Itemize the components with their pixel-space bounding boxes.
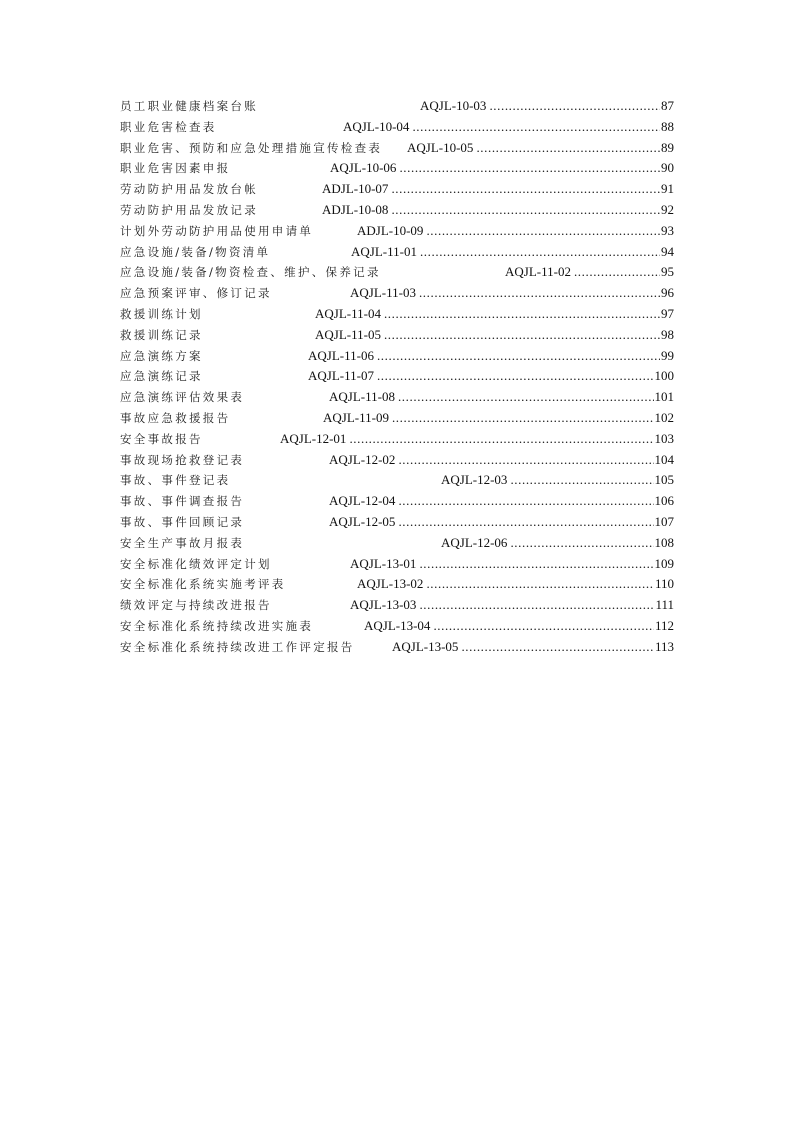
toc-entry[interactable] bbox=[120, 595, 674, 615]
toc-entry-page: 95 bbox=[661, 264, 674, 280]
leader-dots bbox=[398, 387, 654, 407]
toc-entry-title: 安全事故报告 bbox=[120, 431, 203, 446]
toc-entry[interactable] bbox=[120, 262, 674, 282]
toc-entry-page: 108 bbox=[654, 534, 674, 550]
toc-entry-code: AQJL-11-09 bbox=[323, 410, 389, 425]
toc-entry[interactable] bbox=[120, 450, 674, 470]
toc-entry-code: AQJL-11-08 bbox=[329, 389, 395, 405]
toc-entry[interactable] bbox=[120, 242, 674, 262]
toc-entry[interactable] bbox=[120, 491, 674, 511]
toc-entry-code: ADJL-10-09 bbox=[357, 222, 424, 238]
toc-entry-page: 88 bbox=[661, 118, 674, 134]
toc-entry-page: 100 bbox=[654, 368, 674, 384]
toc-entry[interactable] bbox=[120, 221, 674, 241]
toc-entry-page: 94 bbox=[661, 243, 674, 259]
toc-entry-code: AQJL-11-04 bbox=[315, 306, 381, 321]
toc-entry-code: AQJL-11-01 bbox=[351, 243, 417, 259]
leader-dots bbox=[510, 470, 653, 490]
toc-entry-page: 109 bbox=[654, 555, 674, 571]
toc-entry[interactable] bbox=[120, 429, 674, 449]
toc-entry[interactable] bbox=[120, 574, 674, 594]
toc-entry-code: AQJL-10-04 bbox=[343, 118, 410, 134]
toc-entry-code: AQJL-12-04 bbox=[329, 493, 396, 509]
leader-dots bbox=[510, 533, 653, 553]
toc-entry-page: 99 bbox=[661, 347, 674, 363]
toc-entry-page: 96 bbox=[661, 285, 674, 301]
toc-entry-page: 104 bbox=[654, 451, 674, 467]
toc-entry[interactable] bbox=[120, 387, 674, 407]
toc-entry[interactable] bbox=[120, 179, 674, 199]
toc-entry-code: AQJL-11-05 bbox=[315, 326, 381, 342]
toc-entry-title: 安全标准化系统实施考评表 bbox=[120, 577, 286, 592]
toc-entry[interactable] bbox=[120, 283, 674, 303]
leader-dots bbox=[391, 179, 660, 199]
toc-entry[interactable] bbox=[120, 637, 674, 657]
toc-entry-title: 员工职业健康档案台账 bbox=[120, 99, 258, 113]
toc-entry[interactable] bbox=[120, 158, 674, 178]
toc-entry-code: AQJL-10-05 bbox=[407, 139, 474, 155]
toc-entry-code: AQJL-13-02 bbox=[357, 576, 424, 592]
toc-entry-page: 97 bbox=[661, 306, 674, 321]
toc-entry[interactable] bbox=[120, 304, 674, 324]
toc-entry[interactable] bbox=[120, 117, 674, 137]
toc-entry-page: 98 bbox=[661, 326, 674, 342]
leader-dots bbox=[420, 242, 660, 262]
toc-entry-page: 101 bbox=[654, 389, 674, 405]
toc-entry-code: AQJL-13-01 bbox=[350, 555, 417, 571]
leader-dots bbox=[349, 429, 653, 449]
toc-entry-page: 111 bbox=[655, 597, 674, 613]
toc-entry-page: 112 bbox=[654, 618, 674, 633]
toc-entry-page: 92 bbox=[661, 202, 674, 217]
toc-entry[interactable] bbox=[120, 200, 674, 220]
toc-entry-page: 90 bbox=[661, 160, 674, 176]
toc-entry[interactable] bbox=[120, 138, 674, 158]
leader-dots bbox=[489, 96, 660, 116]
toc-entry-title: 事故应急救援报告 bbox=[120, 411, 231, 425]
toc-entry-title: 职业危害检查表 bbox=[120, 119, 217, 134]
leader-dots bbox=[392, 408, 654, 428]
toc-entry[interactable] bbox=[120, 470, 674, 490]
toc-entry-page: 89 bbox=[661, 139, 674, 155]
toc-entry[interactable] bbox=[120, 554, 674, 574]
toc-entry-title: 应急设施/装备/物资检查、维护、保养记录 bbox=[120, 265, 381, 280]
toc-entry-title: 计划外劳动防护用品使用申请单 bbox=[120, 223, 314, 238]
toc-entry[interactable] bbox=[120, 325, 674, 345]
toc-entry-page: 110 bbox=[654, 576, 674, 592]
toc-entry-title: 应急演练方案 bbox=[120, 348, 203, 363]
leader-dots bbox=[476, 138, 660, 158]
leader-dots bbox=[433, 616, 654, 636]
toc-entry-code: AQJL-11-07 bbox=[308, 368, 374, 384]
leader-dots bbox=[461, 637, 654, 657]
toc-entry-code: AQJL-12-05 bbox=[329, 514, 396, 529]
toc-entry-code: AQJL-13-03 bbox=[350, 597, 417, 613]
toc-entry[interactable] bbox=[120, 346, 674, 366]
toc-entry-code: AQJL-11-03 bbox=[350, 285, 416, 301]
toc-entry-title: 应急演练记录 bbox=[120, 369, 203, 384]
toc-entry-title: 职业危害、预防和应急处理措施宣传检查表 bbox=[120, 140, 383, 155]
toc-entry-title: 安全标准化系统持续改进工作评定报告 bbox=[120, 639, 355, 654]
leader-dots bbox=[426, 574, 654, 594]
toc-entry-code: AQJL-11-02 bbox=[505, 264, 571, 280]
toc-entry-code: ADJL-10-07 bbox=[322, 181, 389, 197]
toc-entry-code: ADJL-10-08 bbox=[322, 202, 389, 217]
toc-entry-title: 职业危害因素申报 bbox=[120, 161, 231, 176]
leader-dots bbox=[574, 262, 660, 282]
toc-entry[interactable] bbox=[120, 616, 674, 636]
toc-entry-page: 113 bbox=[654, 638, 674, 654]
toc-entry-page: 93 bbox=[661, 222, 674, 238]
toc-entry-title: 应急预案评审、修订记录 bbox=[120, 286, 272, 301]
toc-entry[interactable] bbox=[120, 533, 674, 553]
toc-entry-code: AQJL-11-06 bbox=[308, 347, 374, 363]
leader-dots bbox=[398, 512, 653, 532]
toc-entry-title: 安全生产事故月报表 bbox=[120, 535, 245, 550]
toc-entry-code: AQJL-12-01 bbox=[280, 430, 347, 446]
leader-dots bbox=[412, 117, 660, 137]
leader-dots bbox=[426, 221, 660, 241]
toc-entry[interactable] bbox=[120, 96, 674, 116]
toc-entry-code: AQJL-12-03 bbox=[441, 472, 508, 488]
toc-entry-code: AQJL-13-04 bbox=[364, 618, 431, 633]
toc-entry-title: 劳动防护用品发放台帐 bbox=[120, 182, 258, 197]
leader-dots bbox=[384, 325, 660, 345]
toc-entry-title: 事故、事件登记表 bbox=[120, 473, 231, 488]
leader-dots bbox=[398, 491, 653, 511]
toc-entry-title: 救援训练记录 bbox=[120, 327, 203, 342]
leader-dots bbox=[398, 450, 653, 470]
toc-entry-page: 106 bbox=[654, 493, 674, 509]
leader-dots bbox=[419, 283, 660, 303]
toc-entry-title: 应急设施/装备/物资清单 bbox=[120, 244, 271, 259]
toc-entry-code: AQJL-12-06 bbox=[441, 534, 508, 550]
toc-entry-title: 事故、事件调查报告 bbox=[120, 494, 245, 509]
toc-entry-title: 救援训练计划 bbox=[120, 307, 203, 321]
toc-entry-title: 事故、事件回顾记录 bbox=[120, 515, 245, 529]
toc-entry-page: 105 bbox=[654, 472, 674, 488]
toc-entry-title: 劳动防护用品发放记录 bbox=[120, 203, 258, 217]
toc-entry-code: AQJL-10-03 bbox=[420, 98, 487, 113]
leader-dots bbox=[391, 200, 660, 220]
toc-entry-page: 103 bbox=[654, 430, 674, 446]
toc-entry-title: 应急演练评估效果表 bbox=[120, 390, 245, 405]
leader-dots bbox=[384, 304, 660, 324]
toc-entry-page: 102 bbox=[654, 410, 674, 425]
leader-dots bbox=[377, 346, 660, 366]
leader-dots bbox=[419, 595, 654, 615]
toc-entry-title: 绩效评定与持续改进报告 bbox=[120, 598, 272, 613]
toc-entry-title: 安全标准化绩效评定计划 bbox=[120, 556, 272, 571]
toc-entry[interactable] bbox=[120, 366, 674, 386]
toc-entry-title: 安全标准化系统持续改进实施表 bbox=[120, 619, 314, 633]
toc-entry-code: AQJL-10-06 bbox=[330, 160, 397, 176]
toc-entry-code: AQJL-12-02 bbox=[329, 451, 396, 467]
toc-entry-page: 107 bbox=[654, 514, 674, 529]
toc-entry[interactable] bbox=[120, 408, 674, 428]
toc-entry-title: 事故现场抢救登记表 bbox=[120, 452, 245, 467]
leader-dots bbox=[377, 366, 654, 386]
toc-entry[interactable] bbox=[120, 512, 674, 532]
leader-dots bbox=[399, 158, 660, 178]
toc-entry-code: AQJL-13-05 bbox=[392, 638, 459, 654]
toc-entry-page: 91 bbox=[661, 181, 674, 197]
toc-entry-page: 87 bbox=[661, 98, 674, 113]
leader-dots bbox=[419, 554, 653, 574]
